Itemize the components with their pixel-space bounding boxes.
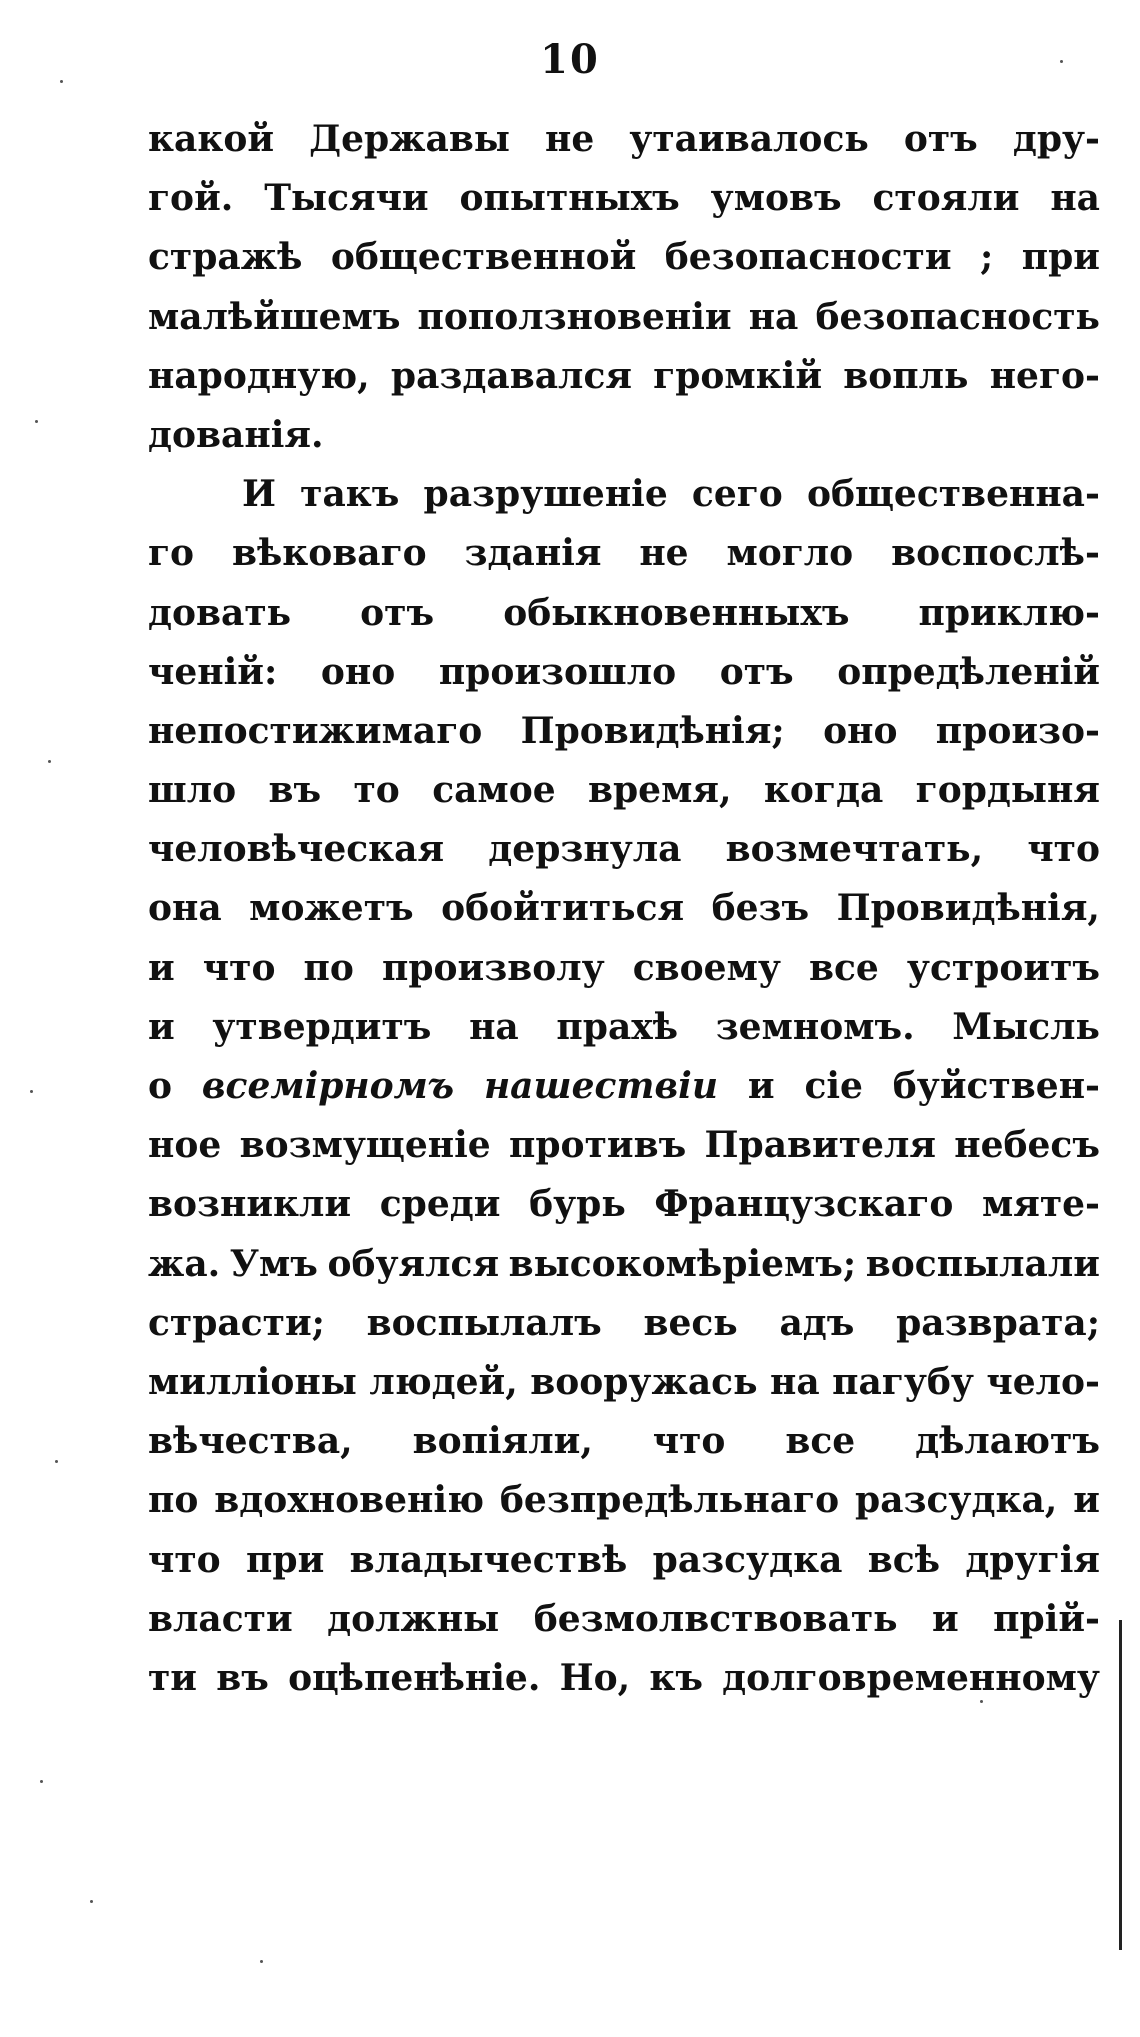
text-line <box>148 584 1100 643</box>
word: власти <box>148 1597 293 1640</box>
word: противъ <box>509 1124 687 1167</box>
word: воспылали <box>865 1242 1100 1285</box>
word: разврата; <box>896 1301 1100 1344</box>
text-line <box>148 1353 1100 1412</box>
word: безмолвствовать <box>533 1597 898 1640</box>
word: оно <box>320 650 396 693</box>
text-line <box>148 524 1100 583</box>
word: долговременному <box>722 1656 1100 1699</box>
word: довать <box>148 591 292 634</box>
text-line <box>148 820 1100 879</box>
word: Державы <box>309 118 510 160</box>
word: сего <box>691 473 783 516</box>
word: она <box>148 887 222 930</box>
word: на <box>748 295 799 338</box>
word: къ <box>649 1656 703 1699</box>
word: разсудка <box>652 1538 843 1581</box>
word: всѣ <box>867 1538 941 1581</box>
word: гордыня <box>915 769 1100 812</box>
word: на <box>1050 177 1100 220</box>
word: общественна- <box>806 473 1100 516</box>
text-line <box>148 465 1100 524</box>
word: народную, <box>148 354 370 397</box>
word: вдохновенію <box>214 1479 484 1522</box>
scan-speck <box>48 760 51 763</box>
page-number: 10 <box>540 36 600 83</box>
word: обыкновенныхъ <box>503 591 850 634</box>
word: ное <box>148 1124 222 1167</box>
word: общественной <box>330 236 637 279</box>
word: буйствен- <box>892 1065 1100 1107</box>
word: Мысль <box>952 1005 1100 1048</box>
text-line <box>148 879 1100 938</box>
word: раздавался <box>390 354 632 397</box>
word: оцѣпенѣніе. <box>288 1656 541 1699</box>
scan-speck <box>30 1090 33 1093</box>
word: произо- <box>935 709 1100 752</box>
word: бурь <box>529 1183 626 1226</box>
word: высокомѣріемъ; <box>508 1242 857 1285</box>
word: что <box>652 1420 726 1463</box>
scan-speck <box>980 1700 983 1703</box>
word: и <box>1073 1479 1100 1522</box>
word: всемірномъ <box>201 1065 455 1107</box>
word: жа. <box>148 1242 221 1285</box>
word: И <box>242 473 277 516</box>
word: людей, <box>369 1360 518 1403</box>
word: нашествіи <box>483 1065 719 1107</box>
word: умовъ <box>710 177 842 220</box>
scan-speck <box>60 80 63 83</box>
word: въ <box>268 769 322 812</box>
word: такъ <box>300 473 400 516</box>
word: какой <box>148 118 275 160</box>
word: дѣлаютъ <box>915 1420 1100 1463</box>
word: и <box>148 946 175 989</box>
scan-speck <box>35 420 38 423</box>
word: гой. <box>148 177 234 220</box>
word: другія <box>965 1538 1100 1581</box>
word: дру- <box>1012 118 1100 160</box>
page-edge-line <box>1119 1620 1122 1950</box>
text-line <box>148 1649 1100 1708</box>
word: опытныхъ <box>459 177 680 220</box>
word: мяте- <box>981 1183 1100 1226</box>
text-line <box>148 1531 1100 1590</box>
word: Тысячи <box>264 177 429 220</box>
word: можетъ <box>249 887 414 930</box>
word: приклю- <box>918 591 1100 634</box>
word: обуялся <box>327 1242 500 1285</box>
word: обойтиться <box>441 887 685 930</box>
word: при <box>1021 236 1100 279</box>
word: вѣковаго <box>231 532 427 575</box>
word: оно <box>823 709 898 752</box>
word: человѣческая <box>148 828 445 871</box>
scan-speck <box>40 1780 43 1783</box>
word: безпредѣльнаго <box>499 1479 840 1522</box>
word: на <box>769 1360 820 1403</box>
word: ; <box>979 236 994 279</box>
word: ти <box>148 1656 198 1699</box>
word: вооружась <box>530 1360 758 1403</box>
text-line <box>148 110 1100 169</box>
word: адъ <box>779 1301 855 1344</box>
text-line <box>148 1116 1100 1175</box>
word: вопль <box>843 354 969 397</box>
scan-speck <box>90 1900 93 1903</box>
word: Правителя <box>704 1124 936 1167</box>
text-line <box>148 1471 1100 1530</box>
text-line <box>148 998 1100 1057</box>
word: отъ <box>360 591 435 634</box>
word: самое <box>432 769 556 812</box>
word: ченій: <box>148 650 278 693</box>
text-line <box>148 761 1100 820</box>
word: весь <box>643 1301 738 1344</box>
word: безопасности <box>664 236 952 279</box>
body-text <box>148 110 1100 1708</box>
word: сіе <box>804 1065 863 1107</box>
word: устроитъ <box>906 946 1100 989</box>
word: вопіяли, <box>412 1420 593 1463</box>
word: Но, <box>559 1656 631 1699</box>
word: должны <box>327 1597 500 1640</box>
word: стояли <box>872 177 1020 220</box>
word: го <box>148 532 195 575</box>
word: земномъ. <box>715 1005 915 1048</box>
word: возмечтать, <box>725 828 984 871</box>
word: громкій <box>653 354 823 397</box>
word: произволу <box>381 946 605 989</box>
word: утаивалось <box>629 118 869 160</box>
word: Французскаго <box>654 1183 954 1226</box>
word: прій- <box>993 1597 1100 1640</box>
word: и <box>747 1065 775 1107</box>
word: прахѣ <box>556 1005 679 1048</box>
word: дерзнула <box>488 828 682 871</box>
word: могло <box>726 532 854 575</box>
word: воспослѣ- <box>891 532 1100 575</box>
text-line <box>148 406 1100 465</box>
word: утвердитъ <box>212 1005 432 1048</box>
word: о <box>148 1065 173 1107</box>
word: на <box>469 1005 519 1048</box>
word: Умъ <box>229 1242 318 1285</box>
word: отъ <box>719 650 794 693</box>
word: Провидѣнія, <box>836 887 1100 930</box>
word: него- <box>989 354 1100 397</box>
word: возникли <box>148 1183 352 1226</box>
word: не <box>545 118 595 160</box>
word: зданія <box>464 532 602 575</box>
word: то <box>353 769 400 812</box>
text-line <box>148 1235 1100 1294</box>
word: воспылалъ <box>366 1301 602 1344</box>
text-line <box>148 1590 1100 1649</box>
word: своему <box>632 946 781 989</box>
word: поползновеніи <box>417 295 732 338</box>
word: когда <box>763 769 884 812</box>
text-line <box>148 939 1100 998</box>
text-line <box>148 1175 1100 1234</box>
text-line <box>148 169 1100 228</box>
word: время, <box>588 769 732 812</box>
word: не <box>639 532 689 575</box>
word: чело- <box>986 1360 1100 1403</box>
word: стражѣ <box>148 236 303 279</box>
scan-speck <box>260 1960 263 1963</box>
word: и <box>148 1005 175 1048</box>
text-line <box>148 702 1100 761</box>
text-line <box>148 643 1100 702</box>
text-line <box>148 1057 1100 1116</box>
text-line <box>148 288 1100 347</box>
word: страсти; <box>148 1301 325 1344</box>
scan-speck <box>1060 60 1063 63</box>
word: среди <box>379 1183 501 1226</box>
word: что <box>202 946 276 989</box>
word: малѣйшемъ <box>148 295 401 338</box>
word: при <box>246 1538 325 1581</box>
word: Провидѣнія; <box>520 709 785 752</box>
word: безъ <box>711 887 810 930</box>
word: что <box>1027 828 1100 871</box>
text-line <box>148 347 1100 406</box>
word: и <box>932 1597 959 1640</box>
word: отъ <box>903 118 978 160</box>
word: все <box>808 946 879 989</box>
word: разсудка, <box>855 1479 1058 1522</box>
word: владычествѣ <box>349 1538 628 1581</box>
text-line <box>148 228 1100 287</box>
word: пагубу <box>832 1360 974 1403</box>
word: небесъ <box>954 1124 1100 1167</box>
word: безопасность <box>815 295 1100 338</box>
word: непостижимаго <box>148 709 483 752</box>
text-line <box>148 1412 1100 1471</box>
word: дованія. <box>148 413 324 456</box>
scan-speck <box>55 1460 58 1463</box>
word: произошло <box>438 650 677 693</box>
word: въ <box>216 1656 269 1699</box>
word: все <box>785 1420 856 1463</box>
word: возмущеніе <box>239 1124 491 1167</box>
word: разрушеніе <box>423 473 668 516</box>
word: милліоны <box>148 1360 357 1403</box>
text-line <box>148 1294 1100 1353</box>
word: по <box>303 946 354 989</box>
word: шло <box>148 769 237 812</box>
word: по <box>148 1479 199 1522</box>
word: вѣчества, <box>148 1420 353 1463</box>
word: опредѣленій <box>837 650 1100 693</box>
word: что <box>148 1538 221 1581</box>
